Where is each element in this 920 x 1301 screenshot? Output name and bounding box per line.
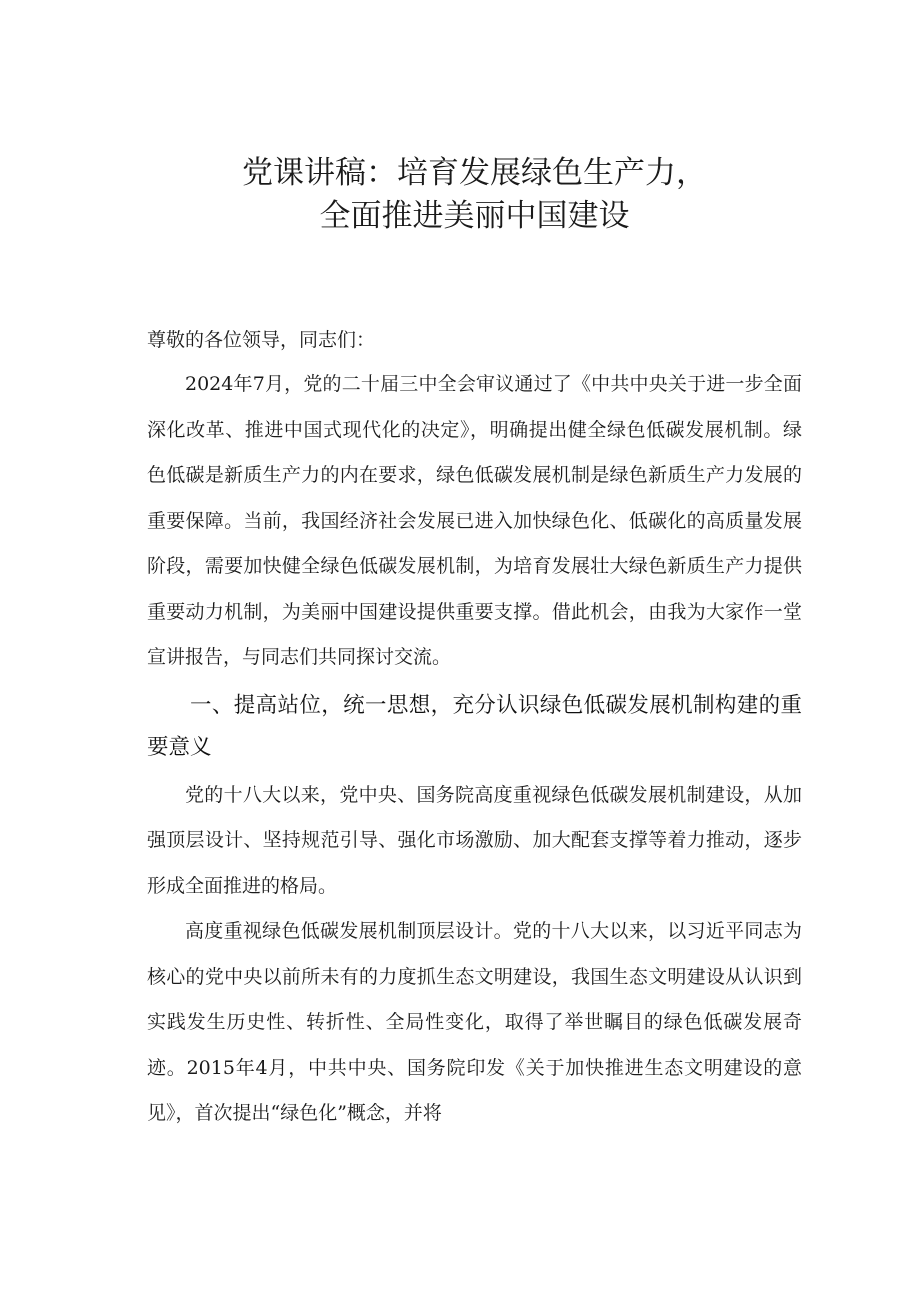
section1-paragraph-1: 党的十八大以来，党中央、国务院高度重视绿色低碳发展机制建设，从加强顶层设计、坚持规范引导、强化市场激励、加大配套支撑等着力推动，逐步形成全面推进的格局。	[147, 783, 802, 897]
salutation: 尊敬的各位领导，同志们：	[147, 329, 376, 351]
intro-paragraph: 2024年7月，党的二十届三中全会审议通过了《中共中央关于进一步全面深化改革、推进中国式现代化的决定》，明确提出健全绿色低碳发展机制。绿色低碳是新质生产力的内在要求，绿色低碳发展机制是绿色新质生产力发展的重要保障。当前，我国经济社会发展已进入加快绿色化、低碳化的高质量发展阶段，需要加快健全绿色低碳发展机制，为培育发展壮大绿色新质生产力提供重要动力机制，为美丽中国建设提供重要支撑。借此机会，由我为大家作一堂宣讲报告，与同志们共同探讨交流。	[147, 373, 802, 668]
title-line-1: 党课讲稿：培育发展绿色生产力，	[242, 155, 707, 191]
document-title	[147, 152, 802, 238]
section1-paragraph-2: 高度重视绿色低碳发展机制顶层设计。党的十八大以来，以习近平同志为核心的党中央以前所未有的力度抓生态文明建设，我国生态文明建设从认识到实践发生历史性、转折性、全局性变化，取得了举世瞩目的绿色低碳发展奇迹。2015年4月，中共中央、国务院印发《关于加快推进生态文明建设的意见》，首次提出“绿色化”概念，并将	[147, 920, 802, 1124]
title-line-2: 全面推进美丽中国建设	[319, 198, 630, 234]
document-page	[147, 152, 802, 1137]
section-heading-1: 一、提高站位，统一思想，充分认识绿色低碳发展机制构建的重要意义	[147, 692, 802, 760]
